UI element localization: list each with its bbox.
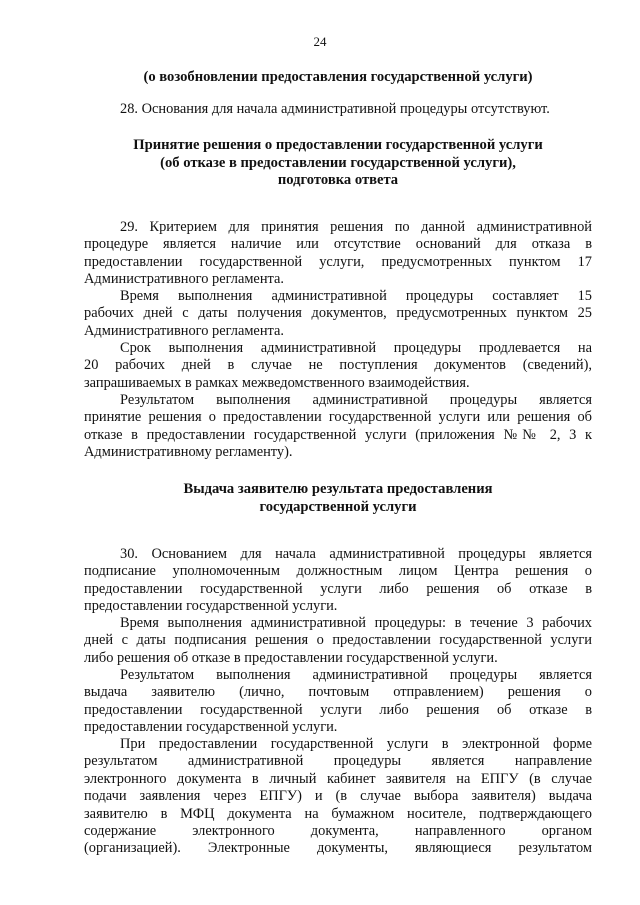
text-line: дней с даты подписания решения о предоставлении государственной услуги <box>84 632 592 649</box>
text-line: предоставлении государственной услуги. <box>84 598 338 615</box>
text-line: предоставлении государственной услуги либо решения об отказе в <box>84 701 592 718</box>
text-line: Результатом выполнения административной процедуры является <box>120 667 592 683</box>
text-line: При предоставлении государственной услуги в электронной форме <box>120 736 592 752</box>
text-line: Административного регламента. <box>84 271 284 288</box>
text-line: электронного документа в личный кабинет заявителя на ЕПГУ (в случае <box>84 770 592 787</box>
text-line: принятие решения о предоставлении государственной услуги или решения об <box>84 409 592 426</box>
text-line: заявителю в МФЦ документа на бумажном носителе, подтверждающего <box>84 805 592 822</box>
section1-title <box>84 137 592 190</box>
top-heading <box>84 69 592 87</box>
text-line: подачи заявления через ЕПГУ) и (в случае выбора заявителя) выдача <box>84 788 592 805</box>
text-line: предоставлении государственной услуги. <box>84 719 338 736</box>
paragraph-30 <box>84 546 592 616</box>
text-line: либо решения об отказе в предоставлении государственной услуги. <box>84 649 498 666</box>
text-line: результатом административной процедуры является направление <box>84 753 592 770</box>
section2-title-line: Выдача заявителю результата предоставления <box>183 481 493 497</box>
paragraph-29-time <box>84 288 592 340</box>
paragraph-30-time <box>84 615 592 667</box>
paragraph-29 <box>84 219 592 289</box>
page-number: 24 <box>313 34 327 49</box>
text-line: запрашиваемых в рамках межведомственного взаимодействия. <box>84 374 470 391</box>
paragraph-30-result <box>84 667 592 737</box>
text-line: 30. Основанием для начала административной процедуры является <box>120 546 592 562</box>
text-line: Административному регламенту). <box>84 444 293 461</box>
text-line: Административного регламента. <box>84 322 284 339</box>
paragraph-29-extension <box>84 340 592 392</box>
text-line: (организацией). Электронные документы, являющиеся результатом <box>84 840 592 857</box>
paragraph-28: 28. Основания для начала административной процедуры отсутствуют. <box>120 101 550 117</box>
paragraph-30-electronic <box>84 736 592 858</box>
text-line: выдача заявителю (лично, почтовым отправлением) решения о <box>84 684 592 701</box>
text-line: 29. Критерием для принятия решения по данной административной <box>120 219 592 235</box>
text-line: предоставлении государственной услуги либо решения об отказе в <box>84 580 592 597</box>
paragraph-29-result <box>84 392 592 462</box>
top-heading-line: (о возобновлении предоставления государственной услуги) <box>143 69 533 85</box>
text-line: Время выполнения административной процедуры составляет 15 <box>120 288 592 304</box>
text-line: содержание электронного документа, направленного органом <box>84 822 592 839</box>
text-line: Результатом выполнения административной процедуры является <box>120 392 592 408</box>
text-line: Срок выполнения административной процедуры продлевается на <box>120 340 592 356</box>
section1-title-line: (об отказе в предоставлении государственной услуги), <box>160 154 516 171</box>
text-line: 20 рабочих дней в случае не поступления документов (сведений), <box>84 357 592 374</box>
section1-title-line: Принятие решения о предоставлении государственной услуги <box>133 137 543 153</box>
text-line: рабочих дней с даты получения документов, предусмотренных пунктом 25 <box>84 305 592 322</box>
text-line: подписание уполномоченным должностным лицом Центра решения о <box>84 563 592 580</box>
section1-title-line: подготовка ответа <box>277 172 399 188</box>
text-line: процедуре является наличие или отсутствие оснований для отказа в <box>84 236 592 253</box>
text-line: предоставлении государственной услуги, предусмотренных пунктом 17 <box>84 253 592 270</box>
section2-title-line: государственной услуги <box>259 498 417 515</box>
section2-title <box>84 481 592 516</box>
text-line: Время выполнения административной процедуры: в течение 3 рабочих <box>120 615 592 631</box>
text-line: отказе в предоставлении государственной услуги (приложения №№ 2, 3 к <box>84 426 592 443</box>
